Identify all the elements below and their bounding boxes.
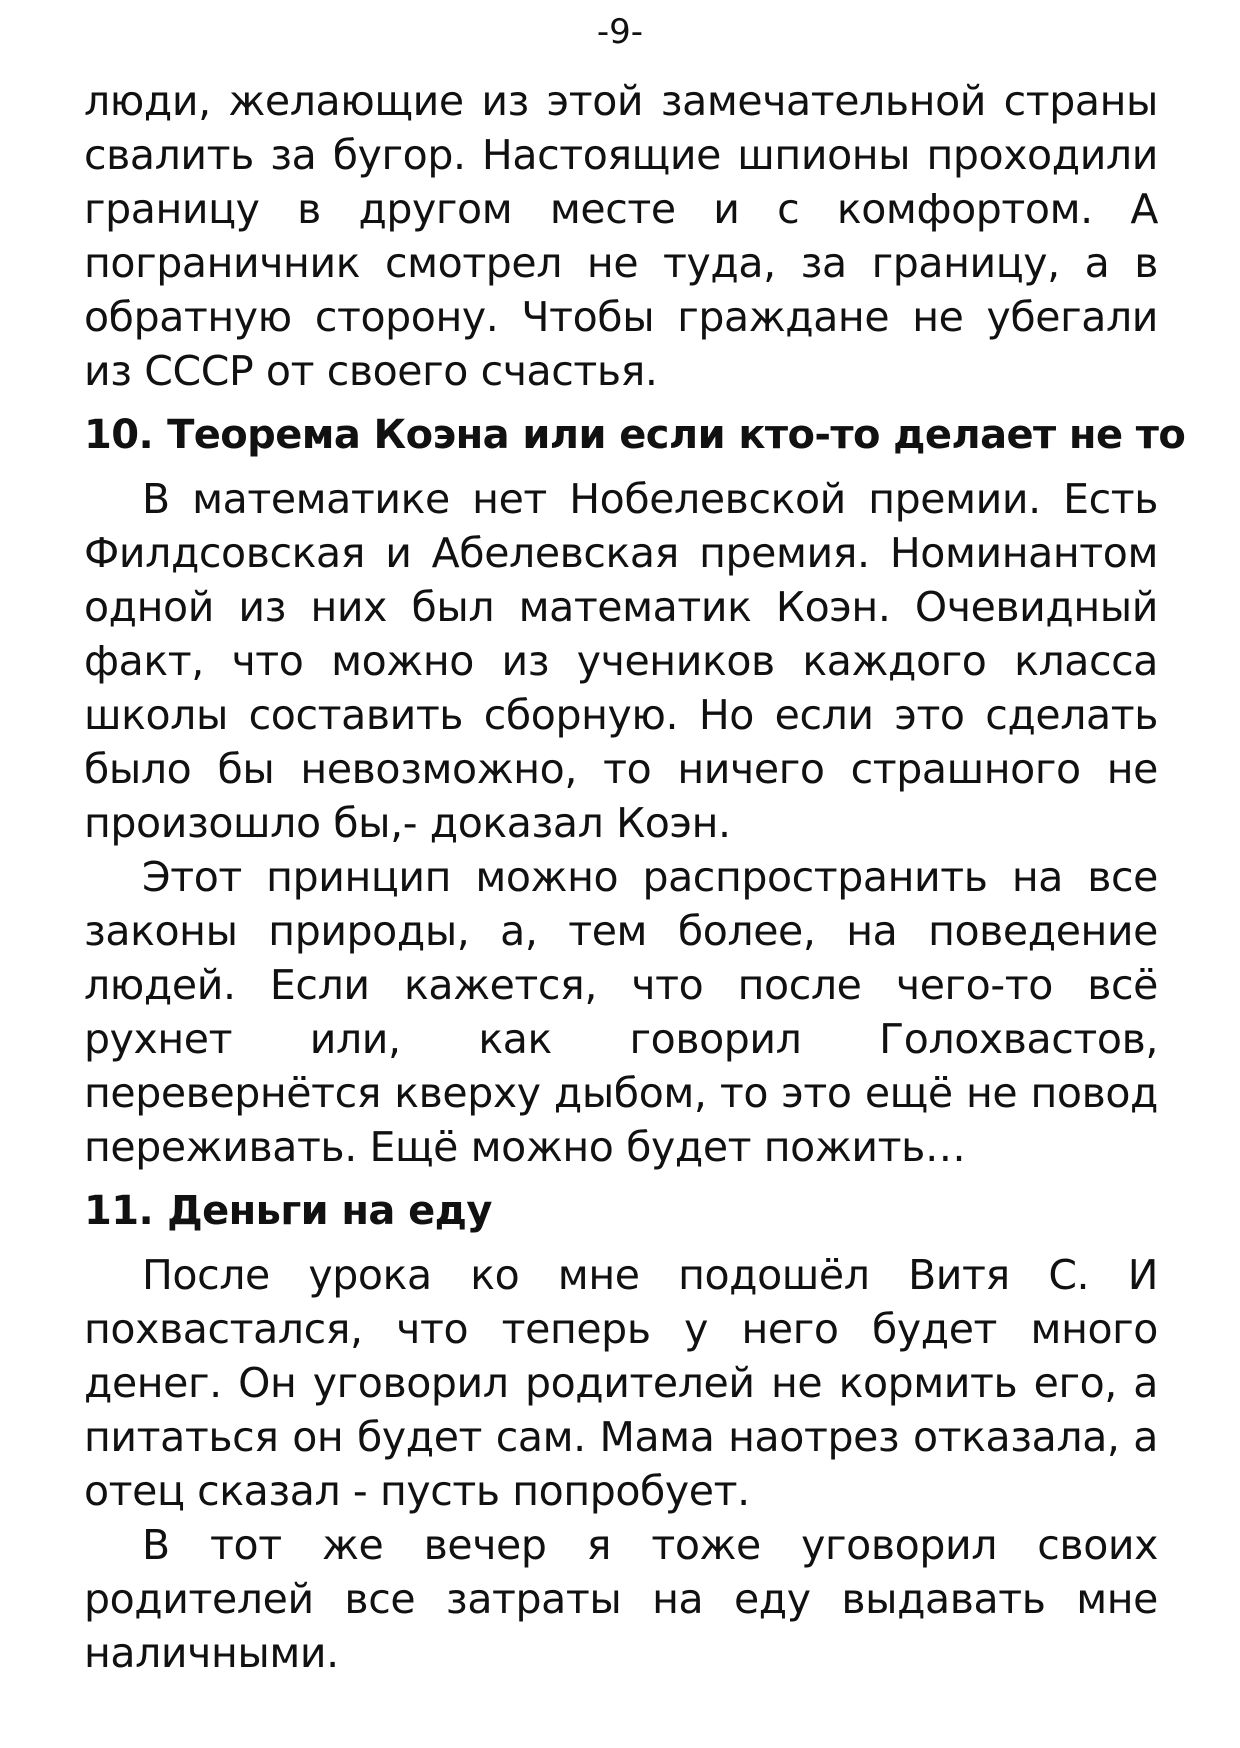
section-11-paragraph-2: В тот же вечер я тоже уговорил своих родителей все затраты на еду выдавать мне наличными. [84, 1521, 1158, 1677]
section-10-title: Теорема Коэна или если кто-то делает не то [167, 412, 1186, 458]
section-10-paragraph-2: Этот принцип можно распространить на все законы природы, а, тем более, на поведение людей. Если кажется, что после чего-то всё рухнет или, как говорил Голохвастов, перевернётся кверху дыбом, то это ещё не повод переживать. Ещё можно будет пожить… [84, 853, 1158, 1171]
section-10-number: 10. [84, 412, 154, 458]
page-content [84, 74, 1186, 1680]
section-11-number: 11. [84, 1188, 154, 1234]
intro-paragraph: люди, желающие из этой замечательной страны свалить за бугор. Настоящие шпионы проходили границу в другом месте и с комфортом. А пограничник смотрел не туда, за границу, а в обратную сторону. Чтобы граждане не убегали из СССР от своего счастья. [84, 77, 1158, 395]
section-11-title: Деньги на еду [167, 1188, 492, 1234]
section-11-heading [84, 1184, 1158, 1238]
section-11-paragraph-1: После урока ко мне подошёл Витя С. И похвастался, что теперь у него будет много денег. Он уговорил родителей не кормить его, а питаться он будет сам. Мама наотрез отказала, а отец сказал - пусть попробует. [84, 1251, 1158, 1515]
section-10-heading [84, 408, 1186, 462]
section-10-paragraph-1: В математике нет Нобелевской премии. Есть Филдсовская и Абелевская премия. Номинантом одной из них был математик Коэн. Очевидный факт, что можно из учеников каждого класса школы составить сборную. Но если это сделать было бы невозможно, то ничего страшного не произошло бы,- доказал Коэн. [84, 475, 1158, 847]
page-number: -9- [596, 12, 644, 52]
